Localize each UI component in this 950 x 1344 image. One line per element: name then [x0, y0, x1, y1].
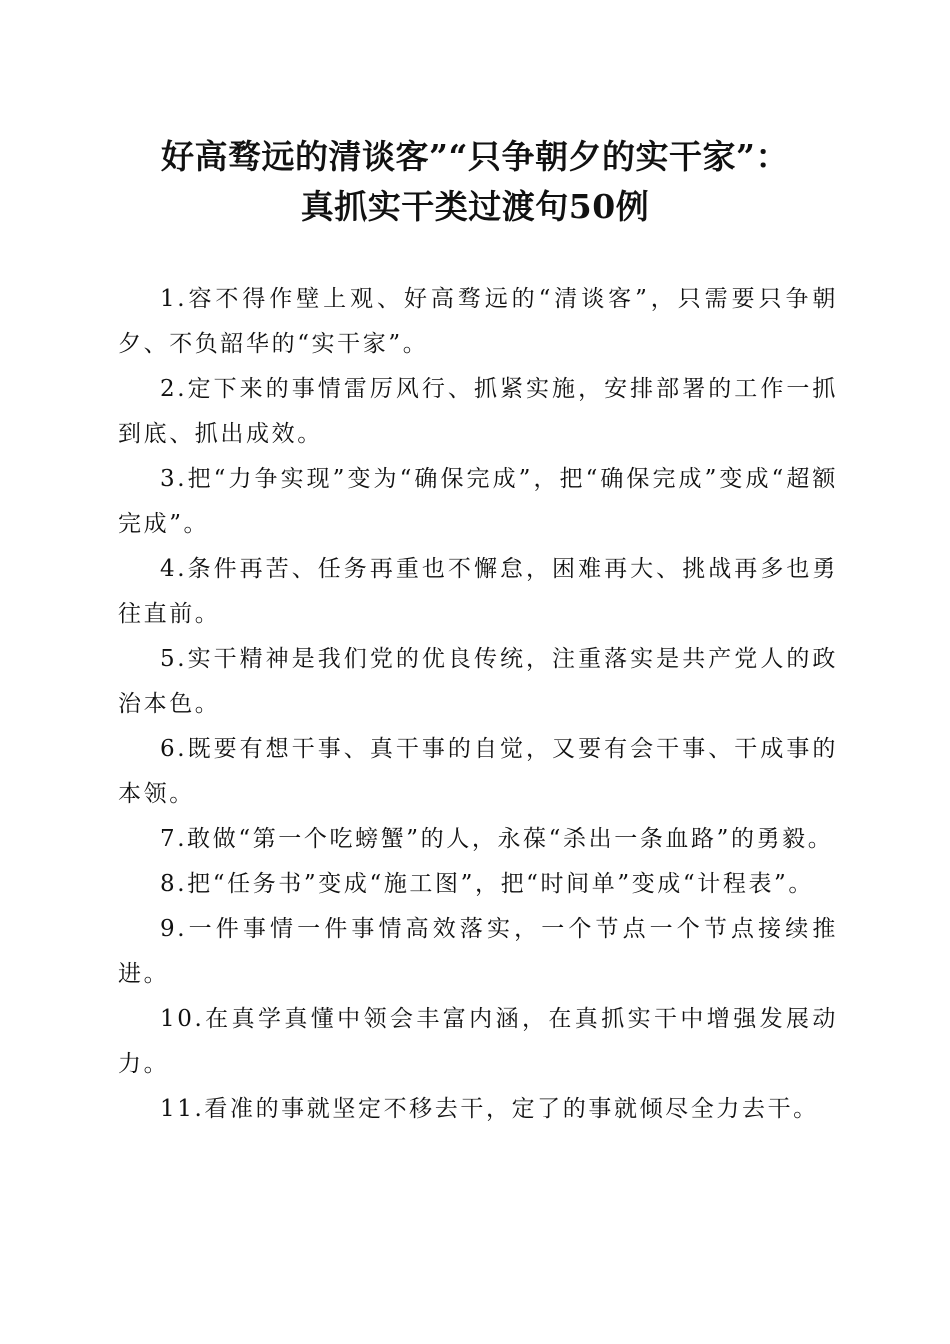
- paragraph-2: 2.定下来的事情雷厉风行、抓紧实施，安排部署的工作一抓到底、抓出成效。: [118, 376, 838, 447]
- paragraph-1: 1.容不得作壁上观、好高骛远的“清谈客”，只需要只争朝夕、不负韶华的“实干家”。: [118, 286, 838, 357]
- paragraph-3: 3.把“力争实现”变为“确保完成”，把“确保完成”变成“超额完成”。: [118, 466, 838, 537]
- document-title: [60, 132, 890, 232]
- paragraph-5: 5.实干精神是我们党的优良传统，注重落实是共产党人的政治本色。: [118, 646, 838, 717]
- paragraph-4: 4.条件再苦、任务再重也不懈怠，困难再大、挑战再多也勇往直前。: [118, 556, 838, 627]
- paragraph-8: 8.把“任务书”变成“施工图”，把“时间单”变成“计程表”。: [160, 871, 815, 897]
- title-line-2: 真抓实干类过渡句50例: [300, 187, 650, 226]
- paragraph-9: 9.一件事情一件事情高效落实，一个节点一个节点接续推进。: [118, 916, 838, 987]
- paragraph-10: 10.在真学真懂中领会丰富内涵，在真抓实干中增强发展动力。: [118, 1006, 838, 1077]
- title-line-1: 好高骛远的清谈客”“只争朝夕的实干家”：: [161, 137, 789, 176]
- paragraph-6: 6.既要有想干事、真干事的自觉，又要有会干事、干成事的本领。: [118, 736, 838, 807]
- document-body: [118, 277, 838, 1132]
- paragraph-7: 7.敢做“第一个吃螃蟹”的人，永葆“杀出一条血路”的勇毅。: [160, 826, 834, 852]
- paragraph-11: 11.看准的事就坚定不移去干，定了的事就倾尽全力去干。: [160, 1096, 819, 1122]
